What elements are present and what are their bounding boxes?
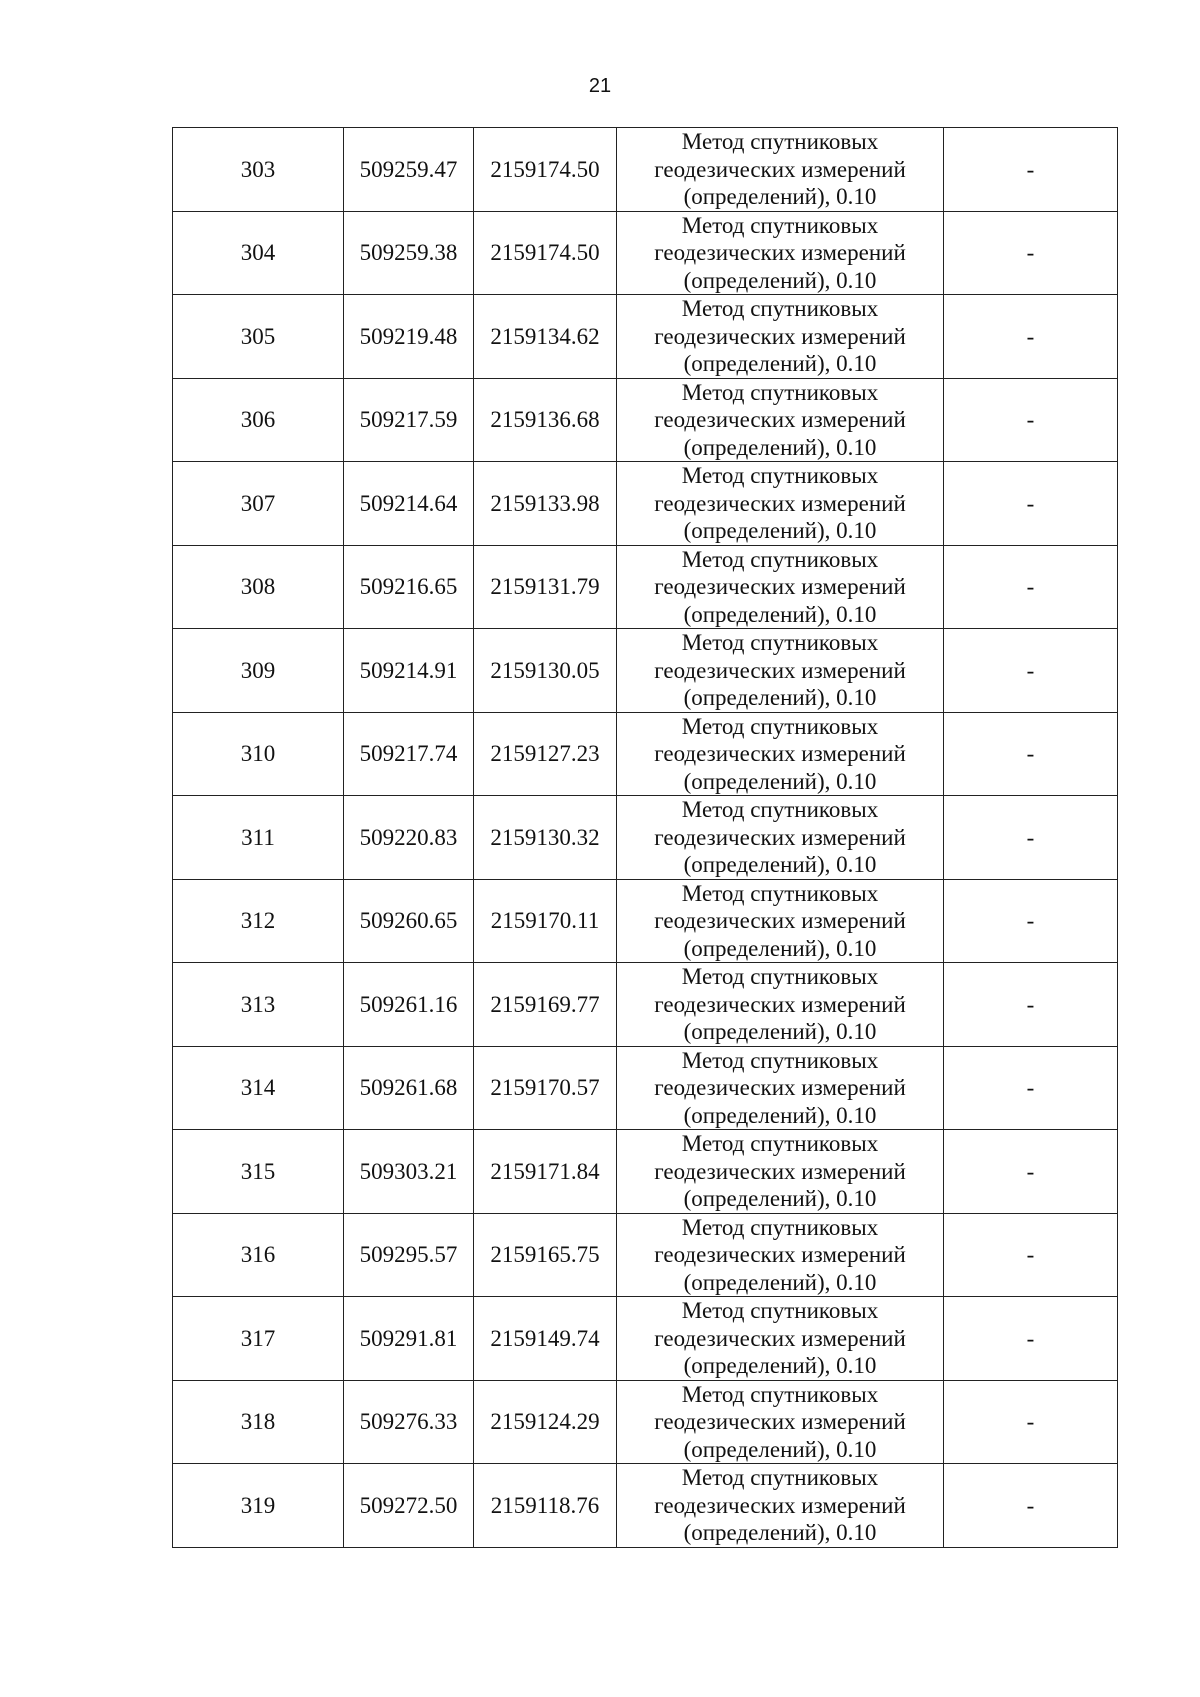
x-coordinate-cell: 509214.91 [344, 629, 474, 713]
x-coordinate-cell: 509216.65 [344, 545, 474, 629]
x-coordinate-cell: 509260.65 [344, 879, 474, 963]
method-text-line: геодезических измерений [654, 1325, 906, 1351]
method-cell [617, 378, 944, 462]
x-coordinate-cell: 509276.33 [344, 1380, 474, 1464]
method-text-line: (определений), 0.10 [683, 267, 877, 293]
table-row [173, 1213, 1118, 1297]
note-cell: - [944, 1464, 1118, 1548]
method-text-line: (определений), 0.10 [683, 518, 877, 543]
method-text-line: Метод спутниковых [681, 212, 879, 238]
method-text-line: Метод спутниковых [681, 1381, 879, 1407]
method-text-line: геодезических измерений [654, 908, 906, 933]
x-coordinate-cell: 509295.57 [344, 1213, 474, 1297]
point-number-cell: 312 [173, 879, 344, 963]
table-row [173, 211, 1118, 295]
note-cell: - [944, 1213, 1118, 1297]
method-text-line: (определений), 0.10 [683, 1353, 877, 1378]
table-row [173, 879, 1118, 963]
point-number-cell: 315 [173, 1130, 344, 1214]
method-text-line: (определений), 0.10 [683, 935, 877, 961]
y-coordinate-cell: 2159131.79 [474, 545, 617, 629]
method-text-line: (определений), 0.10 [683, 601, 877, 627]
method-text-line: (определений), 0.10 [683, 184, 877, 209]
method-text-line: геодезических измерений [654, 323, 906, 349]
table-row [173, 1130, 1118, 1214]
x-coordinate-cell: 509291.81 [344, 1297, 474, 1381]
method-cell [617, 629, 944, 713]
method-cell [617, 1046, 944, 1130]
method-text-line: Метод спутниковых [681, 630, 879, 655]
table-row [173, 545, 1118, 629]
method-text-line: геодезических измерений [654, 156, 906, 182]
y-coordinate-cell: 2159174.50 [474, 128, 617, 212]
coordinates-table-body [173, 128, 1118, 1548]
method-text-line: Метод спутниковых [681, 463, 879, 488]
method-text-line: геодезических измерений [654, 657, 906, 683]
point-number-cell: 307 [173, 462, 344, 546]
method-text-line: Метод спутниковых [681, 546, 879, 572]
method-text-line: (определений), 0.10 [683, 685, 877, 710]
x-coordinate-cell: 509261.68 [344, 1046, 474, 1130]
x-coordinate-cell: 509217.59 [344, 378, 474, 462]
x-coordinate-cell: 509214.64 [344, 462, 474, 546]
x-coordinate-cell: 509272.50 [344, 1464, 474, 1548]
point-number-cell: 305 [173, 295, 344, 379]
method-text-line: геодезических измерений [654, 407, 906, 432]
table-row [173, 128, 1118, 212]
note-cell: - [944, 462, 1118, 546]
method-cell [617, 128, 944, 212]
method-cell [617, 1213, 944, 1297]
note-cell: - [944, 796, 1118, 880]
method-cell [617, 462, 944, 546]
method-text-line: (определений), 0.10 [683, 1269, 877, 1295]
y-coordinate-cell: 2159170.11 [474, 879, 617, 963]
method-text-line: геодезических измерений [654, 1075, 906, 1100]
note-cell: - [944, 378, 1118, 462]
method-text-line: Метод спутниковых [681, 713, 879, 739]
y-coordinate-cell: 2159130.32 [474, 796, 617, 880]
method-text-line: (определений), 0.10 [683, 434, 877, 460]
method-text-line: Метод спутниковых [681, 1047, 879, 1073]
method-text-line: Метод спутниковых [681, 296, 879, 321]
method-cell [617, 796, 944, 880]
method-text-line: геодезических измерений [654, 741, 906, 766]
point-number-cell: 304 [173, 211, 344, 295]
note-cell: - [944, 128, 1118, 212]
note-cell: - [944, 211, 1118, 295]
method-cell [617, 879, 944, 963]
method-cell [617, 1380, 944, 1464]
method-cell [617, 1297, 944, 1381]
x-coordinate-cell: 509219.48 [344, 295, 474, 379]
method-cell [617, 712, 944, 796]
point-number-cell: 303 [173, 128, 344, 212]
y-coordinate-cell: 2159136.68 [474, 378, 617, 462]
point-number-cell: 311 [173, 796, 344, 880]
table-row [173, 712, 1118, 796]
point-number-cell: 306 [173, 378, 344, 462]
y-coordinate-cell: 2159118.76 [474, 1464, 617, 1548]
method-text-line: Метод спутниковых [681, 379, 879, 405]
method-text-line: геодезических измерений [654, 490, 906, 516]
table-row [173, 462, 1118, 546]
note-cell: - [944, 1046, 1118, 1130]
table-row [173, 963, 1118, 1047]
method-text-line: (определений), 0.10 [683, 1186, 877, 1211]
method-text-line: геодезических измерений [654, 574, 906, 599]
method-text-line: Метод спутниковых [681, 1214, 879, 1240]
point-number-cell: 308 [173, 545, 344, 629]
method-text-line: (определений), 0.10 [683, 1019, 877, 1044]
method-cell [617, 1464, 944, 1548]
method-text-line: Метод спутниковых [681, 880, 879, 906]
method-text-line: Метод спутниковых [681, 797, 879, 822]
point-number-cell: 317 [173, 1297, 344, 1381]
x-coordinate-cell: 509259.38 [344, 211, 474, 295]
point-number-cell: 310 [173, 712, 344, 796]
table-row [173, 1046, 1118, 1130]
method-cell [617, 1130, 944, 1214]
method-cell [617, 545, 944, 629]
method-text-line: Метод спутниковых [681, 1298, 879, 1323]
point-number-cell: 309 [173, 629, 344, 713]
point-number-cell: 314 [173, 1046, 344, 1130]
method-text-line: Метод спутниковых [681, 964, 879, 989]
method-text-line: (определений), 0.10 [683, 351, 877, 376]
note-cell: - [944, 879, 1118, 963]
table-row [173, 796, 1118, 880]
table-row [173, 1464, 1118, 1548]
table-row [173, 1380, 1118, 1464]
y-coordinate-cell: 2159134.62 [474, 295, 617, 379]
method-text-line: геодезических измерений [654, 240, 906, 265]
y-coordinate-cell: 2159171.84 [474, 1130, 617, 1214]
y-coordinate-cell: 2159130.05 [474, 629, 617, 713]
point-number-cell: 319 [173, 1464, 344, 1548]
method-text-line: (определений), 0.10 [683, 1102, 877, 1128]
y-coordinate-cell: 2159127.23 [474, 712, 617, 796]
note-cell: - [944, 963, 1118, 1047]
x-coordinate-cell: 509259.47 [344, 128, 474, 212]
method-cell [617, 211, 944, 295]
method-text-line: Метод спутниковых [681, 1131, 879, 1156]
method-text-line: геодезических измерений [654, 824, 906, 850]
method-text-line: геодезических измерений [654, 991, 906, 1017]
method-text-line: (определений), 0.10 [683, 768, 877, 794]
table-row [173, 378, 1118, 462]
x-coordinate-cell: 509220.83 [344, 796, 474, 880]
note-cell: - [944, 712, 1118, 796]
y-coordinate-cell: 2159165.75 [474, 1213, 617, 1297]
method-text-line: (определений), 0.10 [683, 1436, 877, 1462]
page-number: 21 [588, 75, 612, 97]
note-cell: - [944, 1380, 1118, 1464]
method-text-line: геодезических измерений [654, 1158, 906, 1184]
coordinates-table [172, 127, 1118, 1548]
y-coordinate-cell: 2159149.74 [474, 1297, 617, 1381]
x-coordinate-cell: 509303.21 [344, 1130, 474, 1214]
y-coordinate-cell: 2159170.57 [474, 1046, 617, 1130]
note-cell: - [944, 295, 1118, 379]
table-row [173, 629, 1118, 713]
table-row [173, 1297, 1118, 1381]
x-coordinate-cell: 509217.74 [344, 712, 474, 796]
y-coordinate-cell: 2159169.77 [474, 963, 617, 1047]
point-number-cell: 318 [173, 1380, 344, 1464]
table-row [173, 295, 1118, 379]
x-coordinate-cell: 509261.16 [344, 963, 474, 1047]
note-cell: - [944, 545, 1118, 629]
note-cell: - [944, 1130, 1118, 1214]
method-text-line: (определений), 0.10 [683, 1520, 877, 1545]
y-coordinate-cell: 2159124.29 [474, 1380, 617, 1464]
method-text-line: геодезических измерений [654, 1492, 906, 1518]
method-text-line: (определений), 0.10 [683, 852, 877, 877]
method-cell [617, 295, 944, 379]
method-cell [617, 963, 944, 1047]
method-text-line: Метод спутниковых [681, 129, 879, 154]
y-coordinate-cell: 2159133.98 [474, 462, 617, 546]
method-text-line: геодезических измерений [654, 1242, 906, 1267]
method-text-line: геодезических измерений [654, 1409, 906, 1434]
method-text-line: Метод спутниковых [681, 1465, 879, 1490]
y-coordinate-cell: 2159174.50 [474, 211, 617, 295]
note-cell: - [944, 1297, 1118, 1381]
point-number-cell: 316 [173, 1213, 344, 1297]
note-cell: - [944, 629, 1118, 713]
point-number-cell: 313 [173, 963, 344, 1047]
